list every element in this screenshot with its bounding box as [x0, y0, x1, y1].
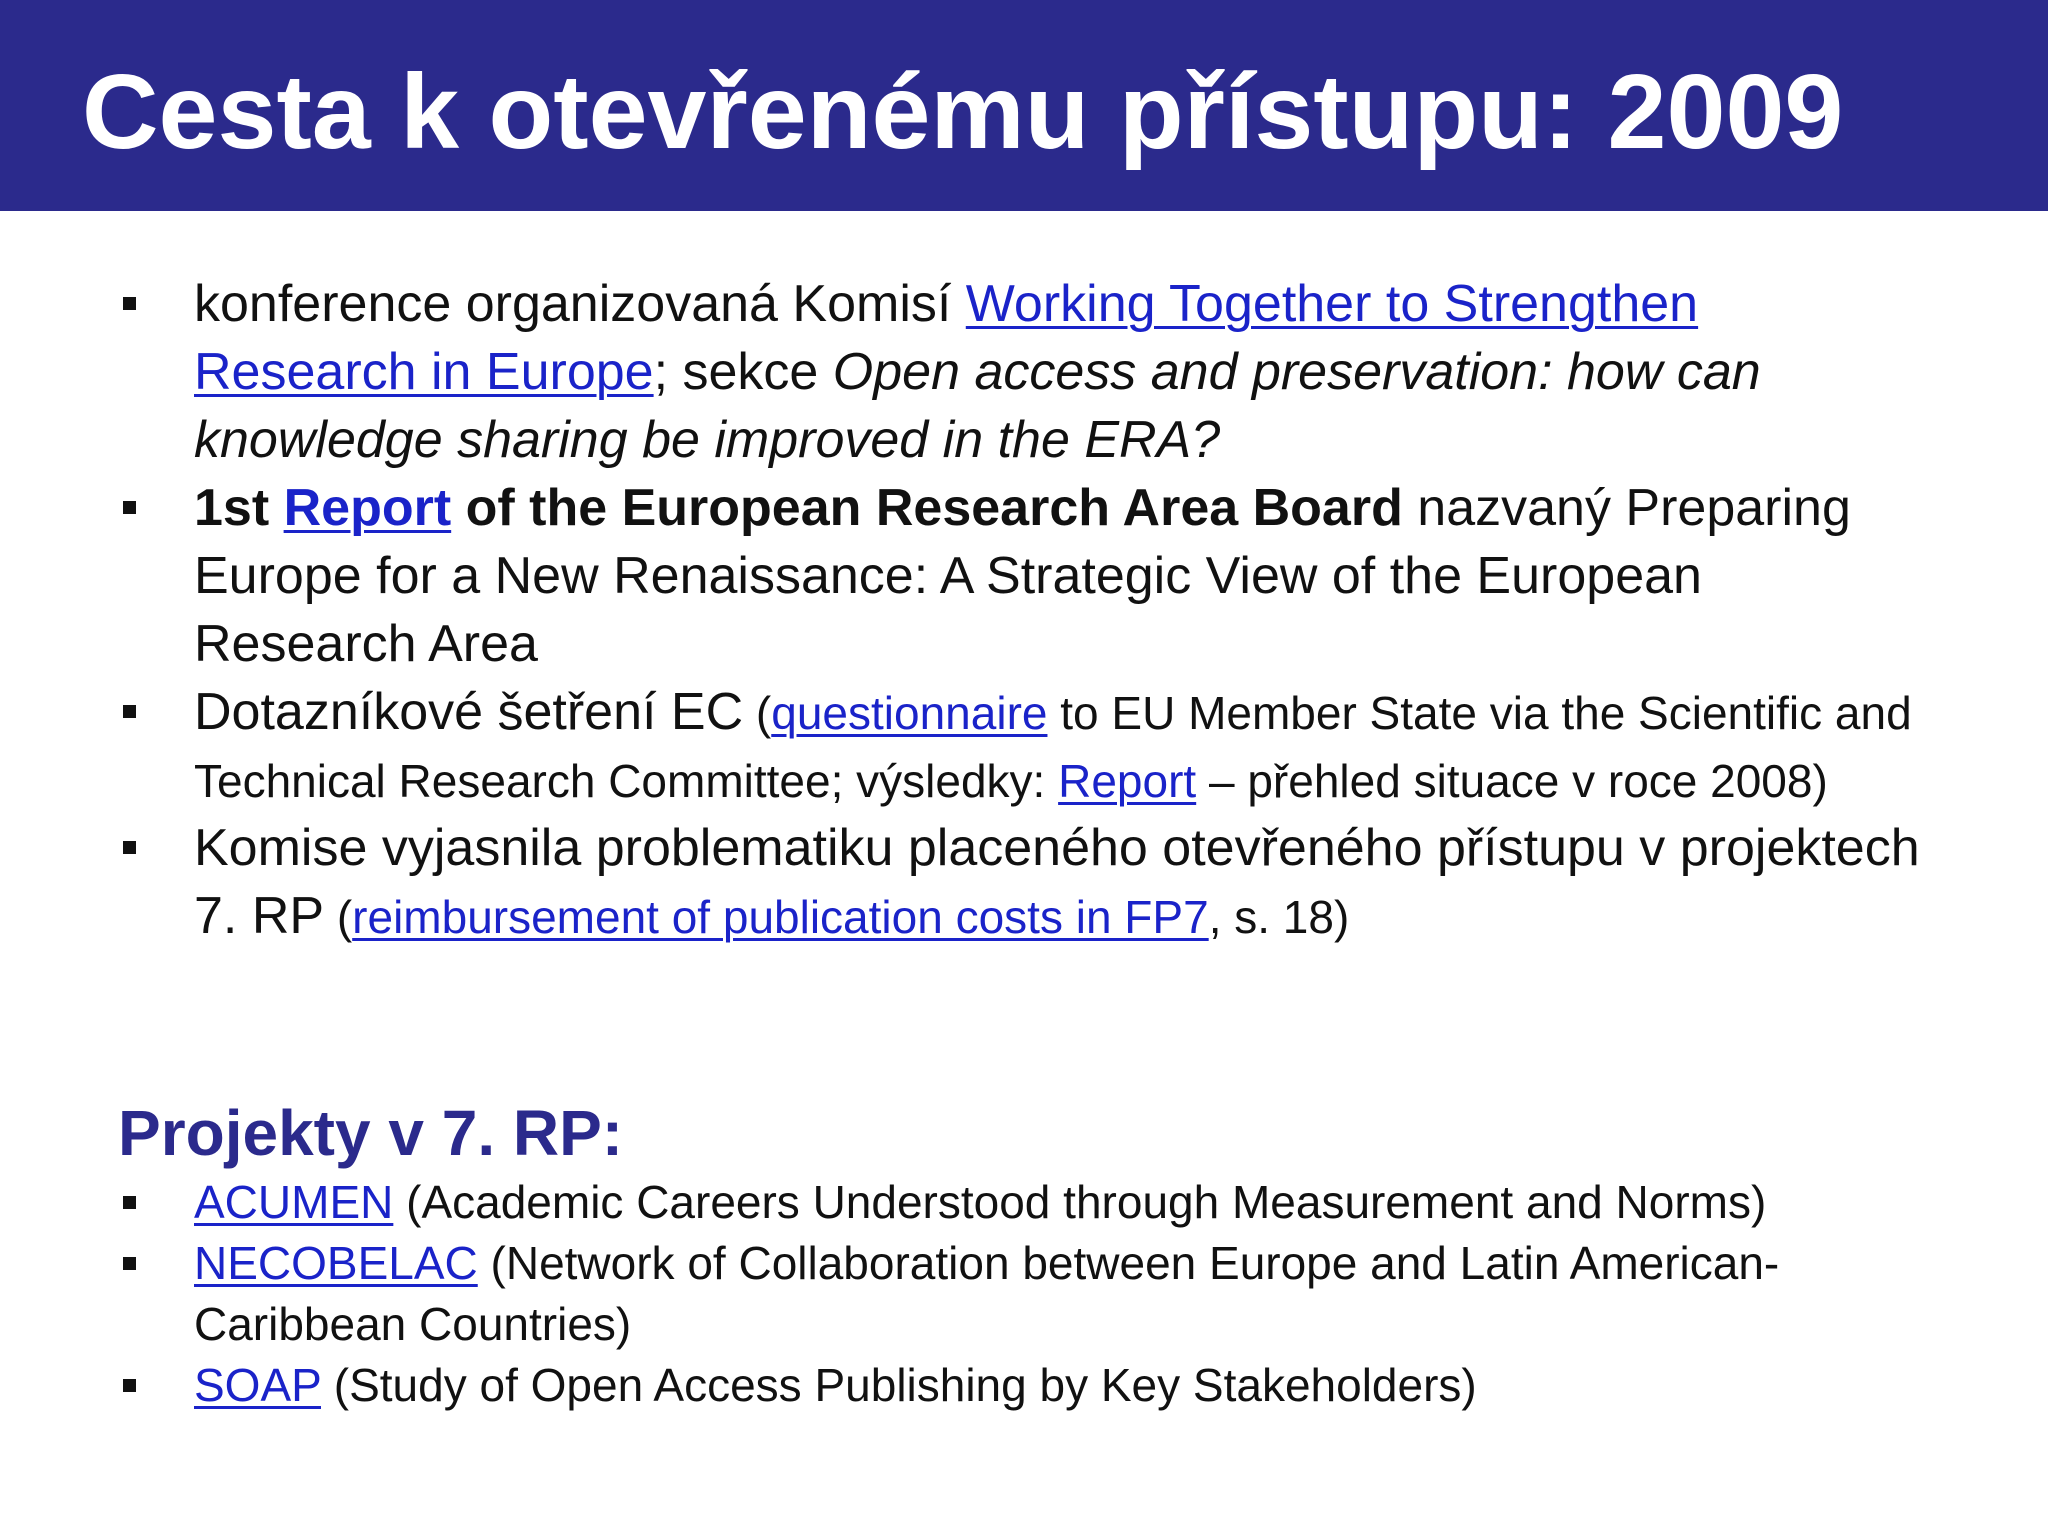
list-item-conference	[0, 270, 1934, 474]
item-text: konference organizovaná Komisí	[194, 275, 966, 333]
link-questionnaire[interactable]: questionnaire	[771, 687, 1048, 739]
item-text: (	[324, 891, 353, 943]
item-italic-text: Open access and preservation: how can knowledge sharing be improved in the ERA?	[194, 343, 1761, 469]
list-item-era-board-report	[0, 474, 1934, 678]
item-text: Komise vyjasnila problematiku placeného otevřeného přístupu v projektech 7. RP	[194, 819, 1920, 945]
item-text: – přehled situace v roce 2008)	[1196, 755, 1828, 807]
projects-heading: Projekty v 7. RP:	[118, 1097, 624, 1169]
link-necobelac[interactable]: NECOBELAC	[194, 1237, 478, 1289]
slide-title: Cesta k otevřenému přístupu: 2009	[82, 53, 1844, 171]
link-soap[interactable]: SOAP	[194, 1359, 321, 1411]
bullet-square-icon	[123, 501, 136, 514]
title-bar	[0, 0, 2048, 211]
item-small-text	[324, 891, 1349, 943]
bullet-square-icon	[123, 1379, 136, 1392]
bullet-list	[0, 270, 2048, 950]
link-report-results[interactable]: Report	[1058, 755, 1197, 807]
project-item-necobelac	[0, 1233, 1934, 1355]
project-description: (Academic Careers Understood through Measurement and Norms)	[393, 1176, 1767, 1228]
item-text: (	[743, 687, 772, 739]
item-bold-text: 1st	[194, 479, 284, 537]
projects-section	[0, 1172, 2048, 1416]
link-report-era-board[interactable]: Report	[283, 479, 452, 537]
bullet-square-icon	[123, 841, 136, 854]
item-text: , s. 18)	[1208, 891, 1350, 943]
list-item-questionnaire	[0, 678, 1934, 814]
item-text: ; sekce	[653, 343, 833, 401]
link-acumen[interactable]: ACUMEN	[194, 1176, 394, 1228]
bullet-square-icon	[123, 705, 136, 718]
bullet-square-icon	[123, 1196, 136, 1209]
slide-content	[0, 270, 2048, 950]
project-description: (Network of Collaboration between Europe and Latin American-Caribbean Countries)	[194, 1237, 1780, 1350]
item-text: nazvaný Preparing Europe for a New Renaissance: A Strategic View of the European Research Area	[194, 479, 1851, 673]
link-working-together[interactable]: Working Together to Strengthen Research in Europe	[194, 275, 1699, 401]
link-reimbursement[interactable]: reimbursement of publication costs in FP7	[352, 891, 1209, 943]
projects-list	[0, 1172, 2048, 1416]
item-text: to EU Member State via the Scientific and Technical Research Committee; výsledky:	[194, 687, 1912, 807]
project-item-acumen	[0, 1172, 1934, 1233]
item-text: Dotazníkové šetření EC	[194, 683, 744, 741]
bullet-square-icon	[123, 1257, 136, 1270]
project-description: (Study of Open Access Publishing by Key Stakeholders)	[321, 1359, 1477, 1411]
item-bold-text: of the European Research Area Board	[451, 479, 1403, 537]
bullet-square-icon	[123, 297, 136, 310]
project-item-soap	[0, 1355, 1934, 1416]
list-item-publication-costs	[0, 814, 1934, 950]
